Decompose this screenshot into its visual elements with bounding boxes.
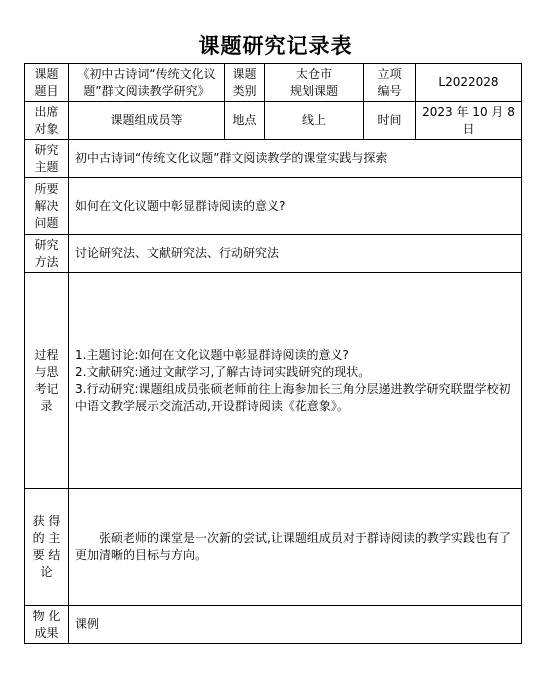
project-number-label: 立项 编号 <box>364 64 416 102</box>
category-value: 太仓市 规划课题 <box>265 64 364 102</box>
theme-label: 研究 主题 <box>25 140 69 178</box>
topic-value: 《初中古诗词“传统文化议题”群文阅读教学研究》 <box>69 64 225 102</box>
research-record-table <box>24 63 522 644</box>
process-line-2: 2.文献研究:通过文献学习,了解古诗词实践研究的现状。 <box>75 364 371 379</box>
row-methods <box>25 235 522 273</box>
outcome-label: 物 化 成果 <box>25 606 69 644</box>
attendees-value: 课题组成员等 <box>69 102 225 140</box>
row-problem <box>25 178 522 235</box>
problem-value: 如何在文化议题中彰显群诗阅读的意义? <box>69 178 522 235</box>
outcome-value: 课例 <box>69 606 522 644</box>
row-outcome <box>25 606 522 644</box>
methods-value: 讨论研究法、文献研究法、行动研究法 <box>69 235 522 273</box>
process-line-3: 3.行动研究:课题组成员张硕老师前往上海参加长三角分层递进教学研究联盟学校初中语文教学展示交流活动,开设群诗阅读《花意象》。 <box>75 381 511 413</box>
topic-label: 课题 题目 <box>25 64 69 102</box>
process-label: 过程 与思 考记 录 <box>25 273 69 489</box>
conclusion-value: 张硕老师的课堂是一次新的尝试,让课题组成员对于群诗阅读的教学实践也有了更加清晰的目标与方向。 <box>69 489 522 606</box>
attendees-label: 出席 对象 <box>25 102 69 140</box>
row-topic <box>25 64 522 102</box>
process-notes <box>69 273 522 489</box>
time-value: 2023 年 10 月 8 日 <box>416 102 522 140</box>
row-attendees <box>25 102 522 140</box>
time-label: 时间 <box>364 102 416 140</box>
problem-label: 所要 解决 问题 <box>25 178 69 235</box>
row-process <box>25 273 522 489</box>
conclusion-label: 获 得 的 主 要 结 论 <box>25 489 69 606</box>
place-value: 线上 <box>265 102 364 140</box>
process-line-1: 1.主题讨论:如何在文化议题中彰显群诗阅读的意义? <box>75 347 349 362</box>
row-conclusion <box>25 489 522 606</box>
category-label: 课题 类别 <box>225 64 265 102</box>
page-title: 课题研究记录表 <box>198 33 353 58</box>
methods-label: 研究 方法 <box>25 235 69 273</box>
row-theme <box>25 140 522 178</box>
place-label: 地点 <box>225 102 265 140</box>
project-number-value: L2022028 <box>416 64 522 102</box>
theme-value: 初中古诗词“传统文化议题”群文阅读教学的课堂实践与探索 <box>69 140 522 178</box>
